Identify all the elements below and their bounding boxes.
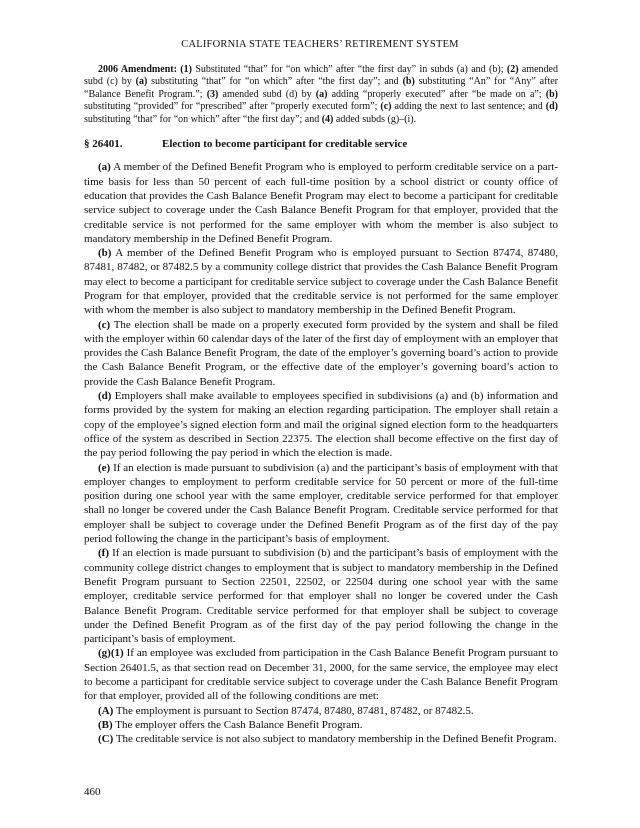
subdivision-paragraph (84, 246, 558, 317)
subdivision-paragraph (84, 646, 558, 703)
subdivision-paragraph (84, 318, 558, 389)
amendment-item-label: (1) (180, 64, 192, 75)
subdivision-text: The election shall be made on a properly executed form provided by the system and shall be filed with the employer within 60 calendar days of the later of the first day of employment with an employer that provides the Cash Balance Benefit Program, the date of the employer’s governing board’s action to provide the Cash Balance Benefit Program, or the effective date of the employer’s governing board’s action to provide the Cash Balance Benefit Program. (84, 318, 558, 388)
amendment-item-label: (b) (402, 76, 415, 88)
section-number: § 26401. (84, 138, 123, 151)
subdivision-label: (a) (98, 161, 111, 174)
amendment-item-text: substituting “that” for “on which” after “the first day”; and (84, 113, 322, 125)
subdivision-text: A member of the Defined Benefit Program who is employed pursuant to Section 87474, 87480, 87481, 87482, or 87482.5 by a community college district that provides the Cash Balance Benefit Program may elect to become a participant for creditable service subject to coverage under the Cash Balance Benefit Program for that employer, provided that the creditable service is not performed for the same employer with whom the member is also subject to mandatory membership in the Defined Benefit Program. (84, 247, 558, 317)
amendment-item-text: amended subd (d) by (218, 88, 316, 100)
page-number: 460 (84, 786, 101, 798)
subdivision-label: (g)(1) (98, 647, 124, 660)
running-header: CALIFORNIA STATE TEACHERS’ RETIREMENT SYSTEM (181, 39, 459, 50)
section-paragraphs (84, 160, 558, 746)
subdivision-text: If an election is made pursuant to subdivision (b) and the participant’s basis of employment with the community college district changes to employment that is subject to mandatory membership in the Defined Benefit Program pursuant to Section 22501, 22502, or 22504 during one school year with the same employer, creditable service performed for that employer shall no longer be covered under the Cash Balance Benefit Program. Creditable service performed for that employer shall be subject to coverage under the Defined Benefit Program as of the first day of the pay period following the change in the participant’s basis of employment. (84, 547, 558, 646)
amendment-item-label: (c) (380, 101, 392, 113)
subdivision-paragraph (84, 461, 558, 547)
amendment-item-label: (a) (315, 88, 328, 100)
subdivision-label: (A) (98, 704, 114, 717)
subdivision-text: If an employee was excluded from participation in the Cash Balance Benefit Program pursuant to Section 26401.5, as that section read on December 31, 2000, for the same service, the employee may elect to become a participant for creditable service subject to coverage under the Cash Balance Benefit Program for that employer, provided all of the following conditions are met: (84, 647, 558, 703)
subdivision-label: (B) (98, 718, 113, 731)
subdivision-paragraph (84, 389, 558, 460)
subdivision-text: A member of the Defined Benefit Program who is employed to perform creditable service on a part-time basis for less than 50 percent of each full-time position by a school district or county office of education that provides the Cash Balance Benefit Program may elect to become a participant for creditable service subject to coverage under the Cash Balance Benefit Program for that employer, provided that the creditable service is not performed for the same employer with whom the member is also subject to mandatory membership in the Defined Benefit Program. (84, 161, 558, 245)
subdivision-label: (e) (98, 461, 111, 474)
amendment-item-text: added subds (g)–(i). (333, 113, 417, 125)
subdivision-paragraph (84, 732, 558, 746)
page-body (84, 64, 558, 747)
amendment-item-text: substituting “provided” for “prescribed” after “properly executed form”; (84, 101, 381, 113)
amendment-item-label: (4) (321, 113, 334, 125)
amendment-item-label: (a) (135, 76, 148, 88)
subdivision-paragraph (84, 704, 558, 718)
amendment-item-label: (2) (506, 64, 519, 75)
subdivision-paragraph (84, 160, 558, 246)
subdivision-paragraph (84, 546, 558, 646)
amendment-item-label: (3) (206, 88, 219, 100)
subdivision-text: The employer offers the Cash Balance Benefit Program. (112, 718, 363, 731)
subdivision-text: Employers shall make available to employees specified in subdivisions (a) and (b) information and forms provided by the system for making an election regarding participation. The employer shall retain a copy of the employee’s signed election form and mail the original signed election form to the headquarters office of the system as described in Section 22375. The election shall become effective on the first day of the pay period following the pay period in which the election is made. (84, 390, 558, 460)
subdivision-label: (b) (98, 247, 112, 260)
subdivision-label: (f) (98, 547, 109, 560)
subdivision-text: The employment is pursuant to Section 87474, 87480, 87481, 87482, or 87482.5. (113, 704, 474, 717)
subdivision-paragraph (84, 718, 558, 732)
amendment-item-text: substituting “that” for “on which” after “the first day”; and (147, 76, 403, 88)
section-title: Election to become participant for creditable service (162, 138, 408, 151)
amendment-note (84, 64, 558, 126)
subdivision-label: (C) (98, 733, 114, 746)
subdivision-label: (c) (98, 318, 111, 331)
amendment-item-label: (b) (545, 88, 558, 100)
subdivision-text: The creditable service is not also subject to mandatory membership in the Defined Benefit Program. (113, 733, 557, 746)
amendment-item-text: adding “properly executed” after “be made on a”; (327, 88, 546, 100)
section-heading (84, 137, 558, 151)
amendment-item-text: amended subd (c) by (84, 64, 558, 88)
amendment-label: 2006 Amendment: (98, 64, 177, 75)
subdivision-text: If an election is made pursuant to subdivision (a) and the participant’s basis of employment with that employer changes to employment to perform creditable service for 50 percent or more of the full-time position during one school year with the same employer, creditable service performed for that employer shall no longer be covered under the Cash Balance Benefit Program. Creditable service performed for that employer shall be subject to coverage under the Defined Benefit Program as of the first day of the pay period following the change in the participant’s basis of employment. (84, 461, 558, 546)
amendment-item-text: adding the next to last sentence; and (391, 101, 546, 113)
amendment-item-text: substituting “An” for “Any” after “Balance Benefit Program.”; (84, 76, 558, 100)
amendment-item-text: Substituted “that” for “on which” after “the first day” in subds (a) and (b); (191, 64, 507, 75)
subdivision-label: (d) (98, 390, 112, 403)
amendment-item-label: (d) (545, 101, 558, 113)
